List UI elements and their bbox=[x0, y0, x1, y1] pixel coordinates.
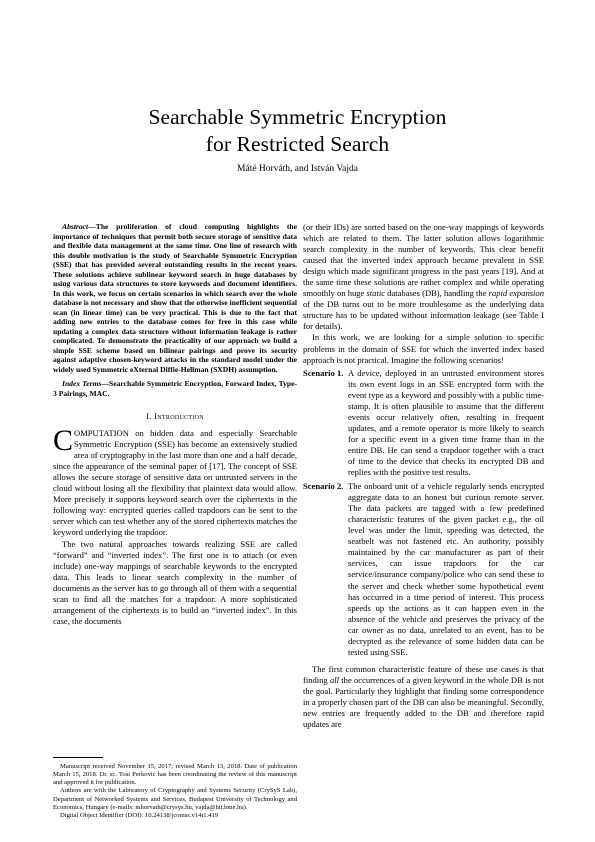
footnote-doi: Digital Object Identifier (DOI): 10.24138/jcomss.v14i1.419 bbox=[60, 811, 219, 819]
section-heading bbox=[53, 411, 297, 422]
right-paragraph-2: In this work, we are looking for a simple solution to specific problems in the domain of SSE for which the inverted index based approach is not practical. Imagine the following scenarios! bbox=[303, 332, 544, 365]
right-paragraph-3 bbox=[303, 664, 544, 730]
paper-title bbox=[0, 104, 595, 158]
emphasis-all: all bbox=[329, 674, 340, 685]
text-run: The first common characteristic feature of these use cases is that finding bbox=[303, 663, 544, 685]
footnotes bbox=[53, 763, 297, 820]
scenario-1-text: A device, deployed in an untrusted environment stores its own event logs in an SSE encrypted form with the event type as a keyword and possibly with a public time-stamp. It is often plausible to assume that the different events occur relatively often, resulting in frequent updates, and a remote operator is more likely to search for a specific event in a given time frame than in the entire DB. He can send a trapdoor together with a tract of time to the device that checks its encrypted DB and replies with the positive test results. bbox=[348, 367, 544, 478]
text-run: the occurrences of a given keyword in the whole DB is not the goal. Particularly they highlight that finding some correspondence in a properly chosen part of the DB can also be meaningful. Secondly, new entries are frequently added to the DB and therefore rapid updates are bbox=[303, 674, 545, 730]
text-run: (or their IDs) are sorted based on the one-way mappings of keywords which are related to them. The latter solution allows logarithmic search complexity in the number of keywords. This clear benefit caused that the inverted index approach became prevalent in SSE design which made significant progress in the past years [19]. And at the same time these solutions are rather complex and while operating smoothly on huge bbox=[303, 222, 544, 299]
emphasis-rapid-expansion: rapid expansion bbox=[488, 288, 544, 299]
right-column bbox=[303, 222, 544, 730]
index-terms bbox=[53, 379, 297, 398]
footnote-manuscript: Manuscript received November 15, 2017; revised March 13, 2018. Date of publication March 15, 2018. Dr. sc. Tosi Perković has been coordinating the review of this manuscript and approved it for publication. bbox=[53, 763, 297, 787]
drop-cap: C bbox=[53, 424, 74, 458]
scenario-1 bbox=[303, 368, 544, 478]
left-column bbox=[53, 222, 297, 627]
section-number: I. bbox=[146, 411, 152, 421]
title-line-1: Searchable Symmetric Encryption bbox=[148, 105, 447, 129]
scenario-2 bbox=[303, 481, 544, 658]
footnote-divider bbox=[53, 757, 103, 758]
intro-paragraph-1 bbox=[53, 424, 297, 538]
intro-paragraph-2: The two natural approaches towards realizing SSE are called “forward” and “inverted index”. The first one is to attach (or even include) one-way mappings of searchable keywords to the encrypted data. This leads to linear search complexity in the number of documents as the server has to go through all of them with a sequential scan to find all the matches for a trapdoor. A more sophisticated arrangement of the ciphertexts is to build an “inverted index”. In this case, the documents bbox=[53, 538, 297, 626]
scenario-2-label: Scenario 2. bbox=[303, 481, 344, 492]
abstract-text: —The proliferation of cloud computing highlights the importance of techniques that permit both secure storage of sensitive data and flexible data management at the same time. One line of research with this double motivation is the study of Searchable Symmetric Encryption (SSE) that has provided several outstanding results in the recent years. These solutions achieve sublinear keyword search in huge databases by using various data structures to store keywords and document identifiers. In this work, we focus on certain scenarios in which search over the whole database is not necessary and show that the otherwise inefficient sequential scan (in linear time) can be very practical. This is due to the fact that adding new entries to the database comes for free in this case while updating a complex data structure without information leakage is rather complicated. To demonstrate the practicality of our approach we build a simple SSE scheme based on bilinear pairings and prove its security against adaptive chosen-keyword attacks in the standard model under the widely used Symmetric eXternal Diffie-Hellman (SXDH) assumption. bbox=[53, 222, 297, 374]
intro-p1-text: OMPUTATION on hidden data and especially Searchable Symmetric Encryption (SSE) has become an extensively studied area of cryptography in the last more than one and a half decade, since the appearance of the seminal paper of [17]. The concept of SSE allows the secure storage of sensitive data on untrusted servers in the cloud without losing all the flexibility that plaintext data would allow. More precisely it supports keyword search over the ciphertexts in the following way: encrypted queries called trapdoors can be sent to the server which can test whether any of the stored ciphertexts matches the keyword underlying the trapdoor. bbox=[53, 428, 297, 538]
scenario-2-text: The onboard unit of a vehicle regularly sends encrypted aggregate data to an honest but curious remote server. The data packets are tagged with a few predefined characteristic features of the given packet e.g., the oil level was under the limit, speeding was detected, the seatbelt was not fastened etc. An authority, possibly maintained by the car manufacturer as part of their services, can issue trapdoors for the car service/insurance company/police who can send these to the server and check whether some hypothetical event has occurred in a time period of interest. This process speeds up the actions as it can happen even in the absence of the vehicle and preserves the privacy of the car owner as no data, unrelated to an event, has to be decrypted as the relevance of some hidden data can be tested using SSE. bbox=[348, 481, 544, 657]
section-title: Introduction bbox=[154, 411, 204, 421]
author-list: Máté Horváth, and István Vajda bbox=[237, 164, 358, 174]
abstract bbox=[53, 222, 297, 374]
title-line-2: for Restricted Search bbox=[205, 132, 390, 156]
index-terms-label: Index Terms bbox=[62, 379, 102, 388]
text-run: databases (DB), handling the bbox=[385, 288, 489, 299]
emphasis-static: static bbox=[366, 288, 386, 299]
index-terms-text: —Searchable Symmetric Encryption, Forward Index, Type-3 Pairings, MAC. bbox=[53, 379, 298, 398]
right-paragraph-1 bbox=[303, 222, 544, 332]
abstract-label: Abstract bbox=[62, 222, 89, 231]
scenario-1-label: Scenario 1. bbox=[303, 367, 344, 378]
footnote-affiliation: Authors are with the Laboratory of Cryptography and Systems Security (CrySyS Lab), Department of Networked Systems and Services, Budapest University of Technology and Economics, Hungary (e-mails: mhorvath@crysys.hu, vajda@hit.bme.hu). bbox=[53, 787, 297, 811]
text-run: of the DB turns out to be more troublesome as the underlying data structure has to be updated without information leakage (see Table I for details). bbox=[303, 299, 544, 332]
